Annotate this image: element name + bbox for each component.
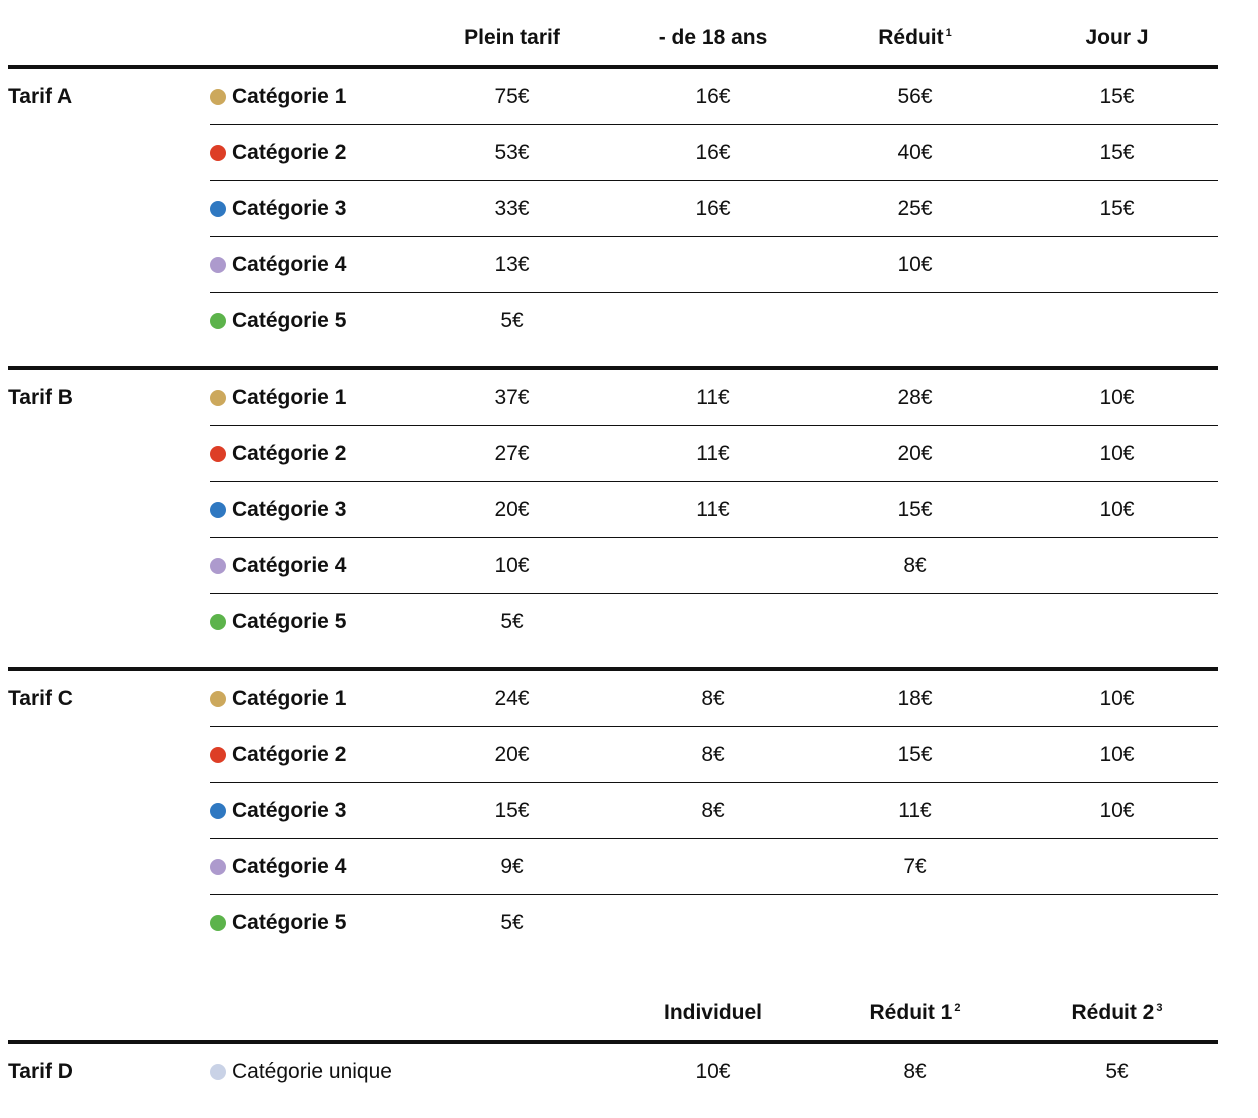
tarif-label: Tarif C xyxy=(8,687,73,710)
category-cell xyxy=(210,799,346,823)
price-cell: 9€ xyxy=(500,855,524,878)
price-cell: 33€ xyxy=(494,197,530,220)
price-cell: 20€ xyxy=(897,442,933,465)
category-label: Catégorie 3 xyxy=(232,197,347,220)
row-divider xyxy=(210,593,1218,594)
category-color-dot xyxy=(210,614,226,630)
price-cell: 75€ xyxy=(494,85,530,108)
price-cell: 40€ xyxy=(897,141,933,164)
category-cell xyxy=(210,911,346,935)
tarif-d-column-header-3 xyxy=(1017,1001,1217,1025)
column-header-3 xyxy=(815,26,1015,50)
price-cell: 56€ xyxy=(897,85,933,108)
column-header-label: Plein tarif xyxy=(464,26,560,49)
category-color-dot xyxy=(210,502,226,518)
category-label: Catégorie 4 xyxy=(232,554,347,577)
price-cell: 10€ xyxy=(1099,799,1135,822)
column-header-label: Jour J xyxy=(1085,26,1149,49)
price-cell: 10€ xyxy=(1099,687,1135,710)
price-cell: 5€ xyxy=(500,309,524,332)
category-label: Catégorie 5 xyxy=(232,911,347,934)
category-label: Catégorie 2 xyxy=(232,141,347,164)
column-header-label: Individuel xyxy=(663,1001,762,1024)
category-label: Catégorie 3 xyxy=(232,498,347,521)
column-header-4 xyxy=(1017,26,1217,50)
category-cell xyxy=(210,855,346,879)
row-divider xyxy=(210,425,1218,426)
column-header-label: Réduit xyxy=(878,26,944,49)
price-cell: 25€ xyxy=(897,197,933,220)
price-cell: 24€ xyxy=(494,687,530,710)
row-divider xyxy=(210,537,1218,538)
price-cell: 10€ xyxy=(1099,743,1135,766)
price-cell: 10€ xyxy=(897,253,933,276)
category-color-dot xyxy=(210,89,226,105)
price-cell: 10€ xyxy=(1099,498,1135,521)
category-label: Catégorie 2 xyxy=(232,743,347,766)
category-color-dot xyxy=(210,915,226,931)
category-color-dot xyxy=(210,313,226,329)
section-divider xyxy=(8,65,1218,69)
price-cell: 5€ xyxy=(1105,1060,1129,1083)
category-label: Catégorie 5 xyxy=(232,309,347,332)
category-cell xyxy=(210,141,346,165)
category-cell xyxy=(210,498,346,522)
category-label: Catégorie 1 xyxy=(232,687,347,710)
footnote-marker: 2 xyxy=(954,1002,961,1014)
category-color-dot xyxy=(210,1064,226,1080)
category-cell xyxy=(210,687,346,711)
price-cell: 5€ xyxy=(500,610,524,633)
column-header-label: - de 18 ans xyxy=(658,26,768,49)
footnote-marker: 1 xyxy=(945,27,952,39)
category-label: Catégorie 4 xyxy=(232,253,347,276)
category-label: Catégorie 5 xyxy=(232,610,347,633)
section-divider xyxy=(8,366,1218,370)
price-cell: 5€ xyxy=(500,911,524,934)
tarif-d-column-header-1 xyxy=(613,1001,813,1025)
section-divider xyxy=(8,1040,1218,1044)
category-color-dot xyxy=(210,691,226,707)
category-cell xyxy=(210,85,346,109)
column-header-1 xyxy=(412,26,612,50)
row-divider xyxy=(210,726,1218,727)
price-cell: 8€ xyxy=(701,687,725,710)
category-label: Catégorie 3 xyxy=(232,799,347,822)
tarif-label: Tarif B xyxy=(8,386,73,409)
category-cell xyxy=(210,253,346,277)
price-cell: 18€ xyxy=(897,687,933,710)
price-cell: 15€ xyxy=(897,498,933,521)
price-cell: 11€ xyxy=(696,498,730,521)
category-color-dot xyxy=(210,859,226,875)
category-color-dot xyxy=(210,390,226,406)
row-divider xyxy=(210,292,1218,293)
row-divider xyxy=(210,124,1218,125)
row-divider xyxy=(210,180,1218,181)
price-cell: 8€ xyxy=(701,743,725,766)
category-cell xyxy=(210,442,346,466)
price-cell: 37€ xyxy=(494,386,530,409)
footnote-marker: 3 xyxy=(1156,1002,1163,1014)
price-cell: 15€ xyxy=(1099,85,1135,108)
row-divider xyxy=(210,782,1218,783)
row-divider xyxy=(210,894,1218,895)
row-divider xyxy=(210,236,1218,237)
price-cell: 15€ xyxy=(897,743,933,766)
category-color-dot xyxy=(210,803,226,819)
price-cell: 15€ xyxy=(1099,197,1135,220)
price-cell: 20€ xyxy=(494,743,530,766)
price-cell: 53€ xyxy=(494,141,530,164)
category-color-dot xyxy=(210,201,226,217)
price-cell: 16€ xyxy=(695,197,731,220)
price-cell: 13€ xyxy=(494,253,530,276)
category-color-dot xyxy=(210,446,226,462)
tarif-d-column-header-2 xyxy=(815,1001,1015,1025)
price-cell: 11€ xyxy=(898,799,932,822)
category-label: Catégorie 1 xyxy=(232,85,347,108)
price-cell: 15€ xyxy=(494,799,530,822)
price-cell: 15€ xyxy=(1099,141,1135,164)
category-label: Catégorie 4 xyxy=(232,855,347,878)
category-label: Catégorie 1 xyxy=(232,386,347,409)
category-cell xyxy=(210,197,346,221)
price-cell: 8€ xyxy=(903,1060,927,1083)
category-color-dot xyxy=(210,747,226,763)
category-cell xyxy=(210,1060,392,1084)
row-divider xyxy=(210,481,1218,482)
price-cell: 27€ xyxy=(494,442,530,465)
category-color-dot xyxy=(210,257,226,273)
column-header-label: Réduit 1 xyxy=(869,1001,953,1024)
price-cell: 10€ xyxy=(1099,386,1135,409)
price-cell: 8€ xyxy=(701,799,725,822)
category-cell xyxy=(210,610,346,634)
price-cell: 8€ xyxy=(903,554,927,577)
category-color-dot xyxy=(210,145,226,161)
tarif-label: Tarif D xyxy=(8,1060,73,1083)
column-header-2 xyxy=(613,26,813,50)
category-cell xyxy=(210,386,346,410)
category-color-dot xyxy=(210,558,226,574)
price-cell: 11€ xyxy=(696,386,730,409)
category-cell xyxy=(210,743,346,767)
price-cell: 7€ xyxy=(903,855,927,878)
price-cell: 20€ xyxy=(494,498,530,521)
price-cell: 10€ xyxy=(1099,442,1135,465)
row-divider xyxy=(210,838,1218,839)
price-cell: 28€ xyxy=(897,386,933,409)
tarif-label: Tarif A xyxy=(8,85,73,108)
price-cell: 10€ xyxy=(695,1060,731,1083)
price-cell: 16€ xyxy=(695,141,731,164)
section-divider xyxy=(8,667,1218,671)
category-cell xyxy=(210,554,346,578)
category-label: Catégorie 2 xyxy=(232,442,347,465)
price-cell: 11€ xyxy=(696,442,730,465)
price-cell: 16€ xyxy=(695,85,731,108)
category-cell xyxy=(210,309,346,333)
column-header-label: Réduit 2 xyxy=(1071,1001,1155,1024)
price-cell: 10€ xyxy=(494,554,530,577)
category-label: Catégorie unique xyxy=(232,1060,392,1083)
